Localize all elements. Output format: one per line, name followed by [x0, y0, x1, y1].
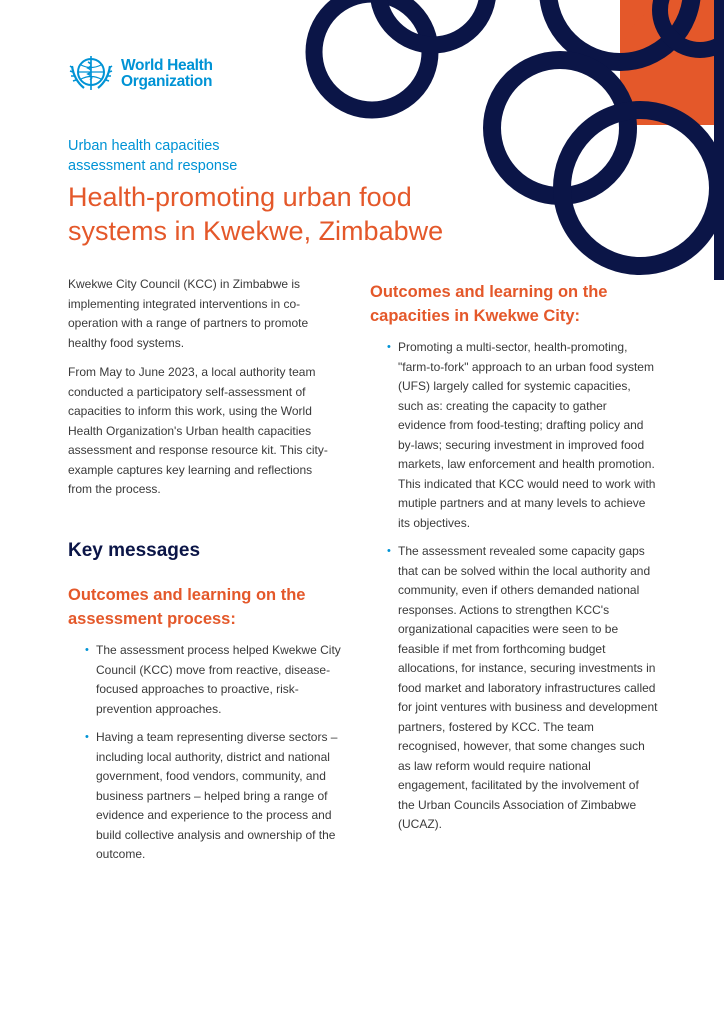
list-item [370, 338, 658, 533]
bullet-text: Promoting a multi-sector, health-promoting, "farm-to-fork" approach to an urban food system (UFS) largely called for systemic capacities, such as: creating the capacity to gather evidence from food-testing; drafting policy and by-laws; securing investment in improved food markets, law enforcement and health promotion. This indicated that KCC would need to work with mutiple partners and at many levels to achieve its objectives. [398, 340, 656, 530]
assessment-heading-line-2: assessment process: [68, 610, 236, 628]
page-title-line-1: Health-promoting urban food [68, 182, 412, 212]
assessment-bullet-list [68, 641, 350, 874]
capacities-heading-line-2: capacities in Kwekwe City: [370, 307, 580, 325]
bullet-dot-icon: • [387, 341, 391, 353]
bullet-dot-icon: • [85, 644, 89, 656]
ring-shape-1 [314, 0, 430, 110]
bullet-dot-icon: • [387, 545, 391, 557]
capacities-outcomes-heading [370, 280, 660, 328]
list-item [68, 641, 350, 719]
who-logo [68, 52, 213, 96]
series-label-line-2: assessment and response [68, 158, 238, 174]
page-title-line-2: systems in Kwekwe, Zimbabwe [68, 216, 444, 246]
page-title [68, 180, 538, 248]
intro-section [68, 275, 336, 510]
assessment-heading-line-1: Outcomes and learning on the [68, 586, 306, 604]
series-label [68, 136, 237, 176]
intro-paragraph-1: Kwekwe City Council (KCC) in Zimbabwe is implementing integrated interventions in co-operation with a range of partners to promote healthy food systems. [68, 277, 309, 350]
bullet-text: Having a team representing diverse sectors – including local authority, district and national government, food vendors, community, and business partners – helped bring a range of evidence and experience to the process and build collective analysis and ownership of the outcome. [96, 730, 338, 861]
intro-paragraph-2: From May to June 2023, a local authority team conducted a participatory self-assessment of capacities to inform this work, using the World Health Organization's Urban health capacities assessment and response resource kit. This city-example captures key learning and reflections from the process. [68, 365, 328, 496]
capacities-bullet-list [370, 338, 658, 844]
bullet-text: The assessment process helped Kwekwe City Council (KCC) move from reactive, disease-focused approaches to proactive, risk-prevention approaches. [96, 643, 341, 716]
key-messages-heading: Key messages [68, 540, 201, 561]
navy-edge-bar [714, 0, 724, 280]
list-item [370, 542, 658, 835]
series-label-line-1: Urban health capacities [68, 138, 220, 154]
logo-line-1: World Health [121, 57, 213, 74]
list-item [68, 728, 350, 865]
who-emblem-icon [68, 52, 114, 96]
logo-line-2: Organization [121, 73, 213, 90]
capacities-heading-line-1: Outcomes and learning on the [370, 283, 608, 301]
assessment-outcomes-heading [68, 583, 348, 631]
bullet-dot-icon: • [85, 731, 89, 743]
bullet-text: The assessment revealed some capacity gaps that can be solved within the local authority and community, even if others demanded national responses. Actions to strengthen KCC's organizational capacities were seen to be feasible if met from forthcoming budget allocations, for instance, securing investments in food market and laboratory infrastructures called for joint ventures with business and development partners, fostered by KCC. The team recognised, however, that some changes such as law reform would require national engagement, facilitated by the involvement of the Urban Councils Association of Zimbabwe (UCAZ). [398, 544, 658, 831]
